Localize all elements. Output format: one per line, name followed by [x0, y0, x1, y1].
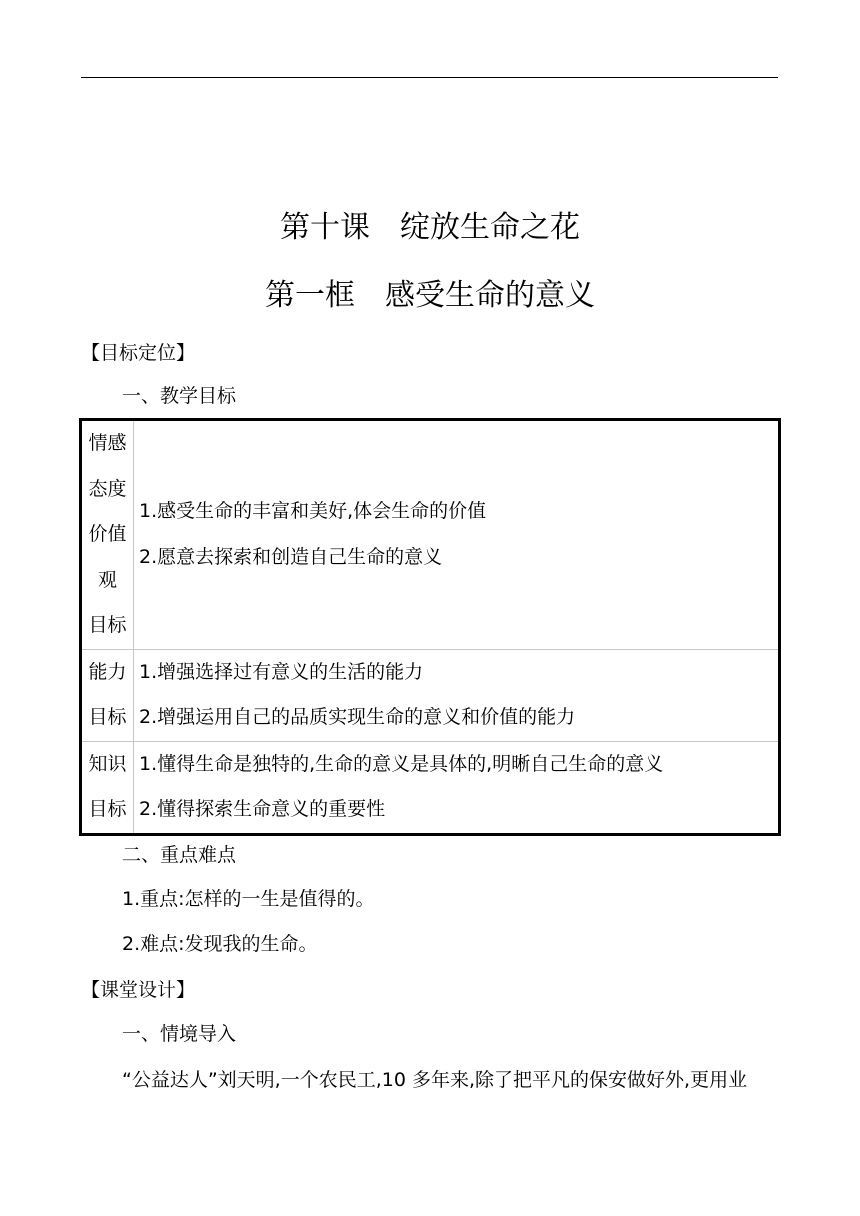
category-text: 目标	[88, 614, 127, 636]
category-text: 目标	[88, 798, 127, 820]
category-text: 知识	[88, 752, 127, 775]
category-text: 情感	[88, 432, 127, 454]
goal-item: 2.懂得探索生命意义的重要性	[139, 798, 386, 820]
goals-table	[79, 418, 781, 836]
key-points-heading: 二、重点难点	[122, 844, 237, 866]
class-design-heading: 【课堂设计】	[81, 979, 196, 1001]
section-title: 第一框 感受生命的意义	[265, 278, 595, 313]
goal-item: 1.懂得生命是独特的,生命的意义是具体的,明晰自己生命的意义	[139, 752, 664, 775]
category-text: 价值	[88, 523, 127, 545]
goal-item: 1.增强选择过有意义的生活的能力	[139, 660, 424, 683]
teaching-goals-heading: 一、教学目标	[122, 385, 237, 407]
goal-category-emotion	[81, 420, 134, 650]
goal-items	[134, 741, 780, 834]
category-text: 态度	[88, 477, 127, 500]
table-row	[81, 649, 780, 741]
goal-category-ability	[81, 649, 134, 741]
category-text: 目标	[88, 706, 127, 728]
body-paragraph: “公益达人”刘天明,一个农民工,10 多年来,除了把平凡的保安做好外,更用业	[122, 1069, 748, 1091]
scenario-heading: 一、情境导入	[122, 1023, 237, 1045]
header-rule	[81, 77, 778, 78]
goal-items	[134, 649, 780, 741]
goal-item: 2.愿意去探索和创造自己生命的意义	[139, 545, 443, 568]
goal-item: 1.感受生命的丰富和美好,体会生命的价值	[139, 500, 487, 523]
goal-category-knowledge	[81, 741, 134, 834]
category-text: 能力	[88, 660, 127, 683]
goal-section-heading: 【目标定位】	[81, 342, 196, 364]
table-row	[81, 741, 780, 834]
category-text: 观	[97, 568, 117, 591]
lesson-title: 第十课 绽放生命之花	[280, 210, 580, 245]
goal-item: 2.增强运用自己的品质实现生命的意义和价值的能力	[139, 706, 576, 728]
table-row	[81, 420, 780, 650]
difficult-point: 2.难点:发现我的生命。	[122, 933, 318, 955]
key-point: 1.重点:怎样的一生是值得的。	[122, 888, 375, 910]
goal-items	[134, 420, 780, 650]
